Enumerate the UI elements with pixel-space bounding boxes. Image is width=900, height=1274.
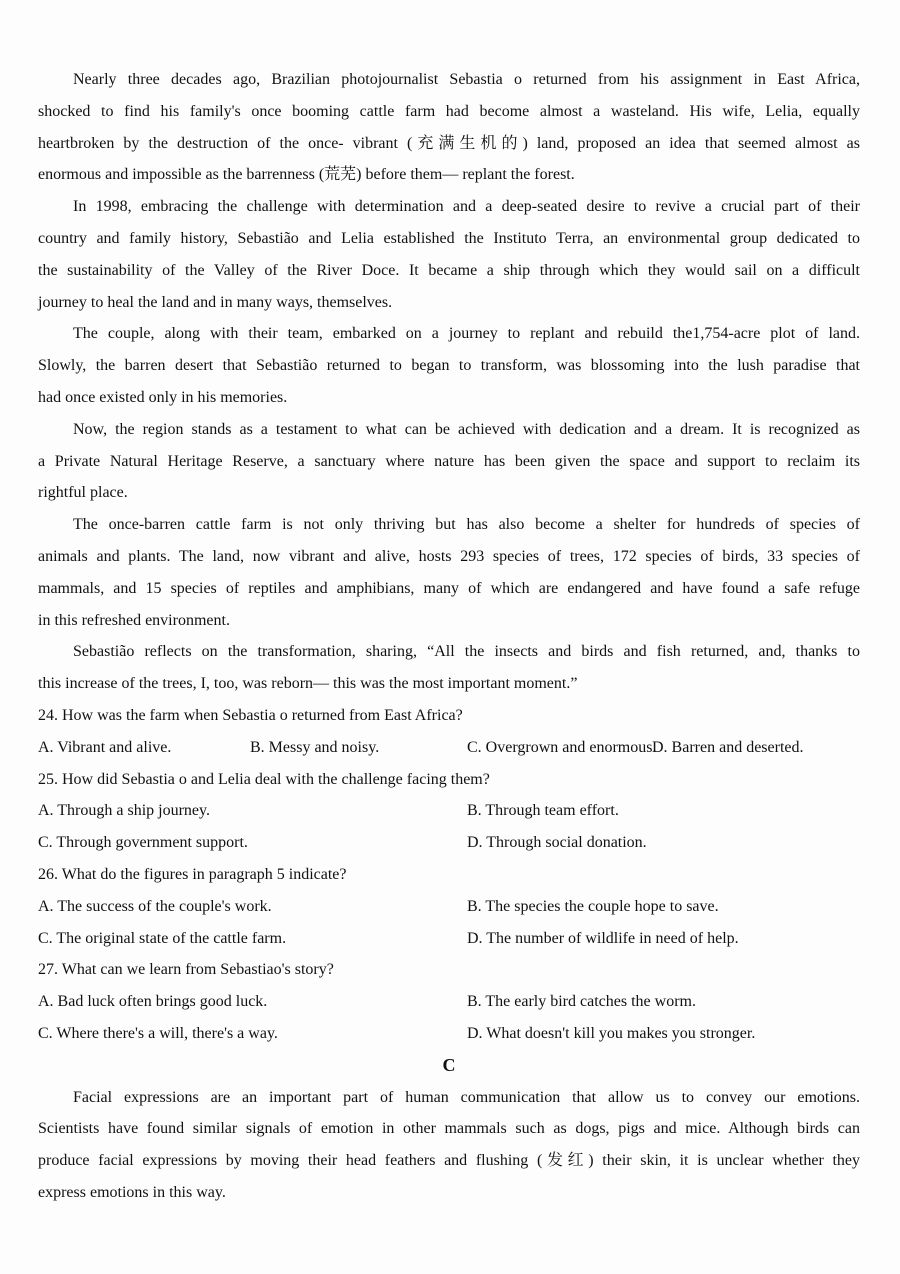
paragraph-line: a Private Natural Heritage Reserve, a sanctuary where nature has been given the space and support to reclaim its [38, 452, 860, 470]
answer-option[interactable]: C. The original state of the cattle farm. [38, 929, 287, 947]
paragraph-line: in this refreshed environment. [38, 611, 230, 629]
paragraph-line: heartbroken by the destruction of the once- vibrant (充满生机的) land, proposed an idea that seemed almost as [38, 134, 860, 152]
options-row [38, 732, 860, 764]
question-stem: 24. How was the farm when Sebastia o returned from East Africa? [38, 706, 463, 724]
answer-option[interactable]: A. The success of the couple's work. [38, 897, 272, 915]
answer-option[interactable]: D. Barren and deserted. [652, 738, 804, 756]
paragraph-line: had once existed only in his memories. [38, 388, 288, 406]
options-row [38, 795, 860, 827]
answer-option[interactable]: D. Through social donation. [467, 834, 647, 852]
answer-option[interactable]: B. Through team effort. [467, 802, 619, 820]
options-row [38, 827, 860, 859]
paragraph-line: rightful place. [38, 484, 128, 502]
answer-option[interactable]: B. The early bird catches the worm. [467, 993, 696, 1011]
paragraph-line: Scientists have found similar signals of emotion in other mammals such as dogs, pigs and mice. Although birds can [38, 1120, 860, 1138]
paragraph-line: enormous and impossible as the barrenness (荒芜) before them— replant the forest. [38, 166, 575, 184]
paragraph-line: The couple, along with their team, embarked on a journey to replant and rebuild the1,754-acre plot of land. [73, 325, 860, 343]
answer-option[interactable]: C. Overgrown and enormous. [467, 738, 657, 756]
answer-option[interactable]: C. Where there's a will, there's a way. [38, 1024, 278, 1042]
answer-option[interactable]: B. The species the couple hope to save. [467, 897, 719, 915]
paragraph-line: Slowly, the barren desert that Sebastião returned to began to transform, was blossoming into the lush paradise that [38, 357, 860, 375]
answer-option[interactable]: D. The number of wildlife in need of help. [467, 929, 739, 947]
answer-option[interactable]: A. Bad luck often brings good luck. [38, 993, 268, 1011]
answer-option[interactable]: A. Vibrant and alive. [38, 738, 172, 756]
answer-option[interactable]: A. Through a ship journey. [38, 802, 210, 820]
options-row [38, 986, 860, 1018]
answer-option[interactable]: D. What doesn't kill you makes you stronger. [467, 1024, 756, 1042]
paragraph-line: country and family history, Sebastião and Lelia established the Instituto Terra, an environmental group dedicated to [38, 229, 860, 247]
options-row [38, 1018, 860, 1050]
section-heading: C [442, 1054, 456, 1075]
paragraph-line: mammals, and 15 species of reptiles and amphibians, many of which are endangered and have found a safe refuge [38, 579, 860, 597]
options-row [38, 891, 860, 923]
paragraph-line: animals and plants. The land, now vibrant and alive, hosts 293 species of trees, 172 species of birds, 33 species of [38, 547, 860, 565]
paragraph-line: Now, the region stands as a testament to what can be achieved with dedication and a dream. It is recognized as [73, 420, 860, 438]
paragraph-line: Sebastião reflects on the transformation, sharing, “All the insects and birds and fish returned, and, thanks to [73, 643, 860, 661]
paragraph-line: this increase of the trees, I, too, was reborn— this was the most important moment.” [38, 675, 578, 693]
paragraph-line: Nearly three decades ago, Brazilian photojournalist Sebastia o returned from his assignment in East Africa, [73, 71, 860, 88]
paragraph-line: The once-barren cattle farm is not only thriving but has also become a shelter for hundreds of species of [73, 516, 860, 534]
question-stem: 27. What can we learn from Sebastiao's story? [38, 961, 334, 979]
options-row [38, 923, 860, 955]
reading-passage [38, 64, 860, 1209]
paragraph-line: express emotions in this way. [38, 1183, 226, 1201]
question-stem: 26. What do the figures in paragraph 5 indicate? [38, 865, 347, 883]
paragraph-line: Facial expressions are an important part of human communication that allow us to convey our emotions. [73, 1088, 860, 1106]
paragraph-line: journey to heal the land and in many ways, themselves. [38, 293, 393, 311]
paragraph-line: the sustainability of the Valley of the River Doce. It became a ship through which they would sail on a difficult [38, 261, 860, 279]
paragraph-line: In 1998, embracing the challenge with determination and a deep-seated desire to revive a crucial part of their [73, 198, 860, 216]
answer-option[interactable]: C. Through government support. [38, 834, 248, 852]
paragraph-line: shocked to find his family's once booming cattle farm had become almost a wasteland. His wife, Lelia, equally [38, 102, 860, 120]
answer-option[interactable]: B. Messy and noisy. [250, 738, 380, 756]
question-stem: 25. How did Sebastia o and Lelia deal with the challenge facing them? [38, 770, 490, 788]
paragraph-line: produce facial expressions by moving their head feathers and flushing (发红) their skin, it is unclear whether they [38, 1152, 860, 1170]
